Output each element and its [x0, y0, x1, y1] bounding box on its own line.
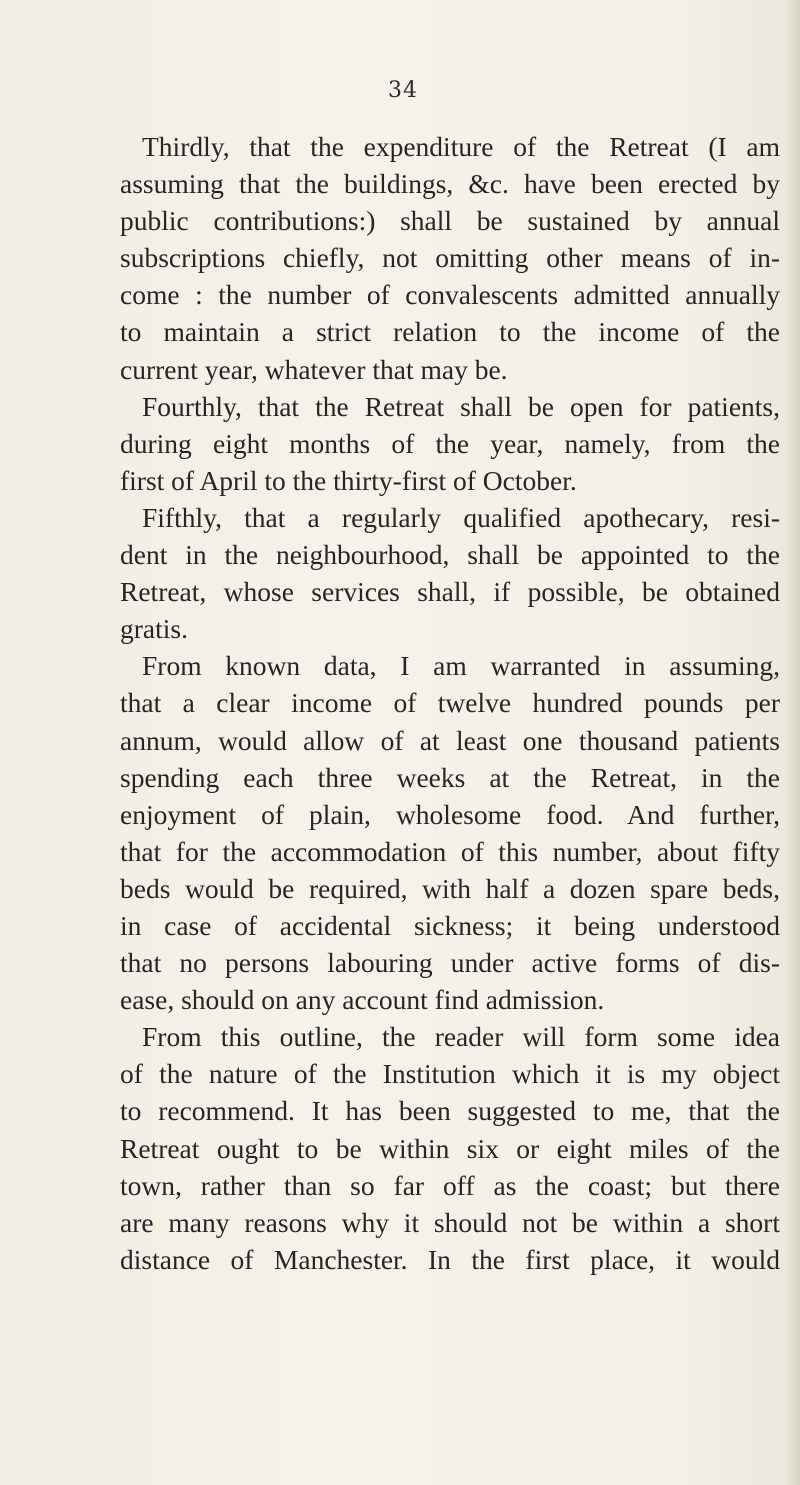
- text-line: in case of accidental sickness; it being understood: [120, 909, 780, 941]
- text-line: Retreat, whose services shall, if possible, be obtained: [120, 576, 780, 608]
- text-line: town, rather than so far off as the coast; but there: [120, 1169, 780, 1201]
- text-line: annum, would allow of at least one thousand patients: [120, 724, 780, 756]
- text-line: Fourthly, that the Retreat shall be open for patients,: [142, 390, 780, 422]
- text-line: that for the accommodation of this number, about fifty: [120, 835, 780, 867]
- text-line: that no persons labouring under active forms of dis-: [120, 947, 780, 979]
- text-line: From this outline, the reader will form some idea: [142, 1021, 780, 1053]
- text-line: enjoyment of plain, wholesome food. And further,: [120, 798, 780, 830]
- body-text: [120, 128, 780, 1278]
- text-line: first of April to the thirty-first of October.: [120, 464, 577, 496]
- text-line: during eight months of the year, namely, from the: [120, 427, 780, 459]
- page-number: 34: [388, 78, 418, 103]
- text-line: current year, whatever that may be.: [120, 353, 508, 385]
- text-line: Fifthly, that a regularly qualified apothecary, resi-: [142, 501, 780, 533]
- text-line: beds would be required, with half a dozen spare beds,: [120, 872, 780, 904]
- text-line: subscriptions chiefly, not omitting other means of in-: [120, 242, 780, 274]
- text-line: are many reasons why it should not be within a short: [120, 1206, 780, 1238]
- text-line: distance of Manchester. In the first place, it would: [120, 1243, 780, 1275]
- text-line: From known data, I am warranted in assuming,: [142, 650, 780, 682]
- text-line: that a clear income of twelve hundred pounds per: [120, 687, 780, 719]
- text-line: public contributions:) shall be sustained by annual: [120, 205, 780, 237]
- text-line: to recommend. It has been suggested to me, that the: [120, 1095, 780, 1127]
- text-line: Retreat ought to be within six or eight miles of the: [120, 1132, 780, 1164]
- text-line: ease, should on any account find admission.: [120, 984, 605, 1016]
- text-line: assuming that the buildings, &c. have been erected by: [120, 168, 780, 200]
- text-line: of the nature of the Institution which it is my object: [120, 1058, 780, 1090]
- text-line: to maintain a strict relation to the income of the: [120, 316, 780, 348]
- text-line: gratis.: [120, 613, 188, 645]
- page-edge-shadow: [786, 0, 800, 1485]
- text-line: come : the number of convalescents admitted annually: [120, 279, 780, 311]
- text-line: dent in the neighbourhood, shall be appointed to the: [120, 539, 780, 571]
- text-line: spending each three weeks at the Retreat, in the: [120, 761, 780, 793]
- text-line: Thirdly, that the expenditure of the Retreat (I am: [142, 131, 780, 162]
